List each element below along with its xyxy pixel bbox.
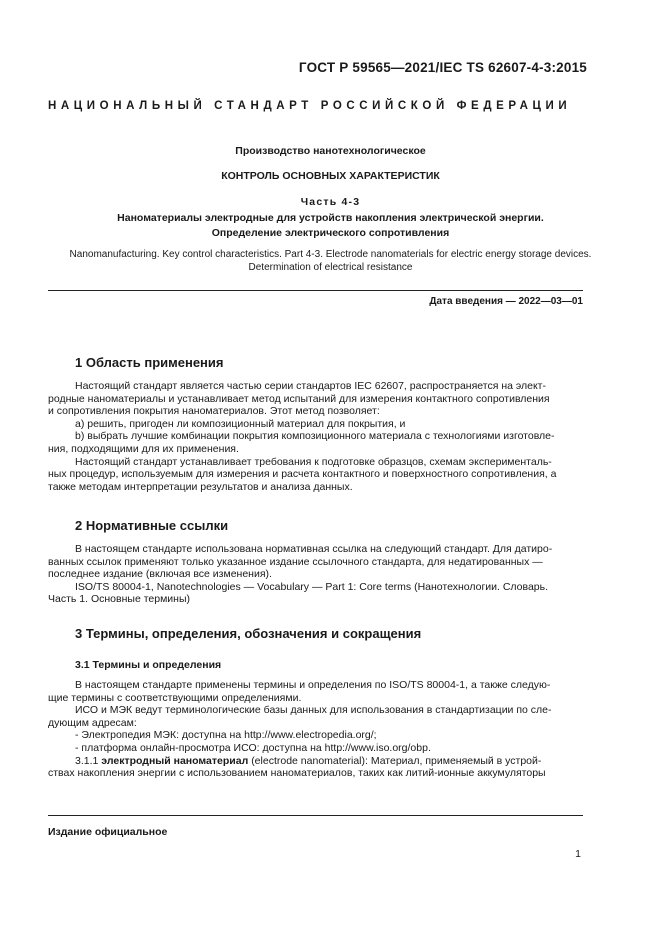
title-subtitle (48, 211, 613, 241)
title-divider (48, 290, 583, 291)
text-line: Настоящий стандарт является частью серии стандартов IEC 62607, распространяется на элект- (75, 380, 546, 392)
list-item: a) решить, пригоден ли композиционный материал для покрытия, и (75, 417, 406, 430)
title-field: Производство нанотехнологическое (235, 145, 426, 157)
text-line: ванных ссылок применяют только указанное издание ссылочного стандарта, для недатированных — (48, 555, 543, 568)
section-2-heading: 2 Нормативные ссылки (75, 518, 229, 533)
term-definition (48, 755, 583, 768)
page-number: 1 (575, 848, 581, 860)
term-name: электродный наноматериал (101, 754, 249, 767)
text-line: ИСО и МЭК ведут терминологические базы данных для использования в стандартизации по сле- (75, 704, 552, 717)
text-line: ISO/TS 80004-1, Nanotechnologies — Vocabulary — Part 1: Core terms (Нанотехнологии. Словарь. (75, 580, 549, 593)
document-number: ГОСТ Р 59565—2021/IEC TS 62607-4-3:2015 (298, 60, 587, 75)
official-edition-label: Издание официальное (48, 826, 168, 838)
footer-divider (48, 815, 583, 816)
text-line: родные наноматериалы и устанавливает метод испытаний для измерения контактного сопротивления (48, 392, 550, 405)
national-standard-header: НАЦИОНАЛЬНЫЙ СТАНДАРТ РОССИЙСКОЙ ФЕДЕРАЦИИ (48, 100, 572, 112)
title-english (48, 248, 613, 274)
text-line: Настоящий стандарт устанавливает требования к подготовке образцов, схемам эксперименталь- (75, 455, 552, 468)
section-1-heading: 1 Область применения (75, 355, 224, 370)
text-line: дующим адресам: (48, 716, 137, 729)
section-3-body (48, 679, 583, 780)
english-title-line: Nanomanufacturing. Key control characteristics. Part 4-3. Electrode nanomaterials for electric energy storage devices. (69, 249, 592, 260)
title-main: КОНТРОЛЬ ОСНОВНЫХ ХАРАКТЕРИСТИК (221, 170, 440, 182)
subsection-3-1-heading: 3.1 Термины и определения (75, 659, 222, 671)
text-line: В настоящем стандарте применены термины и определения по ISO/TS 80004-1, а также следую- (75, 679, 551, 691)
english-title-line: Determination of electrical resistance (248, 262, 413, 273)
text-line: В настоящем стандарте использована нормативная ссылка на следующий стандарт. Для датиро- (75, 543, 553, 555)
title-part: Часть 4-3 (300, 196, 361, 208)
term-definition-text: (electrode nanomaterial): Материал, применяемый в устрой- (251, 754, 542, 767)
text-line: ных процедур, используемым для измерения и расчета контактного и поверхностного сопротивления, а (48, 468, 557, 481)
text-line: и сопротивления покрытия наноматериалов. Этот метод позволяет: (48, 405, 380, 418)
term-number: 3.1.1 (75, 754, 99, 767)
text-line: ствах накопления энергии с использованием наноматериалов, таких как литий-ионные аккумуляторы (48, 767, 546, 780)
text-line: щие термины с соответствующими определениями. (48, 691, 302, 704)
list-item: - Электропедия МЭК: доступна на http://www.electropedia.org/; (75, 729, 377, 742)
list-item: b) выбрать лучшие комбинации покрытия композиционного материала с технологиями изготовле- (75, 430, 555, 443)
section-3-heading: 3 Термины, определения, обозначения и сокращения (75, 626, 422, 641)
text-line: также методам интерпретации результатов и анализа данных. (48, 480, 353, 493)
section-1-body (48, 380, 583, 493)
subtitle-line: Определение электрического сопротивления (211, 227, 450, 239)
section-2-body (48, 543, 583, 606)
text-line: Часть 1. Основные термины) (48, 593, 190, 606)
list-item: - платформа онлайн-просмотра ИСО: доступна на http://www.iso.org/obp. (75, 741, 431, 754)
introduction-date: Дата введения — 2022—03—01 (429, 296, 583, 307)
subtitle-line: Наноматериалы электродные для устройств накопления электрической энергии. (117, 212, 544, 224)
text-line: последнее издание (включая все изменения). (48, 568, 272, 581)
text-line: ния, подходящими для их применения. (48, 442, 239, 455)
